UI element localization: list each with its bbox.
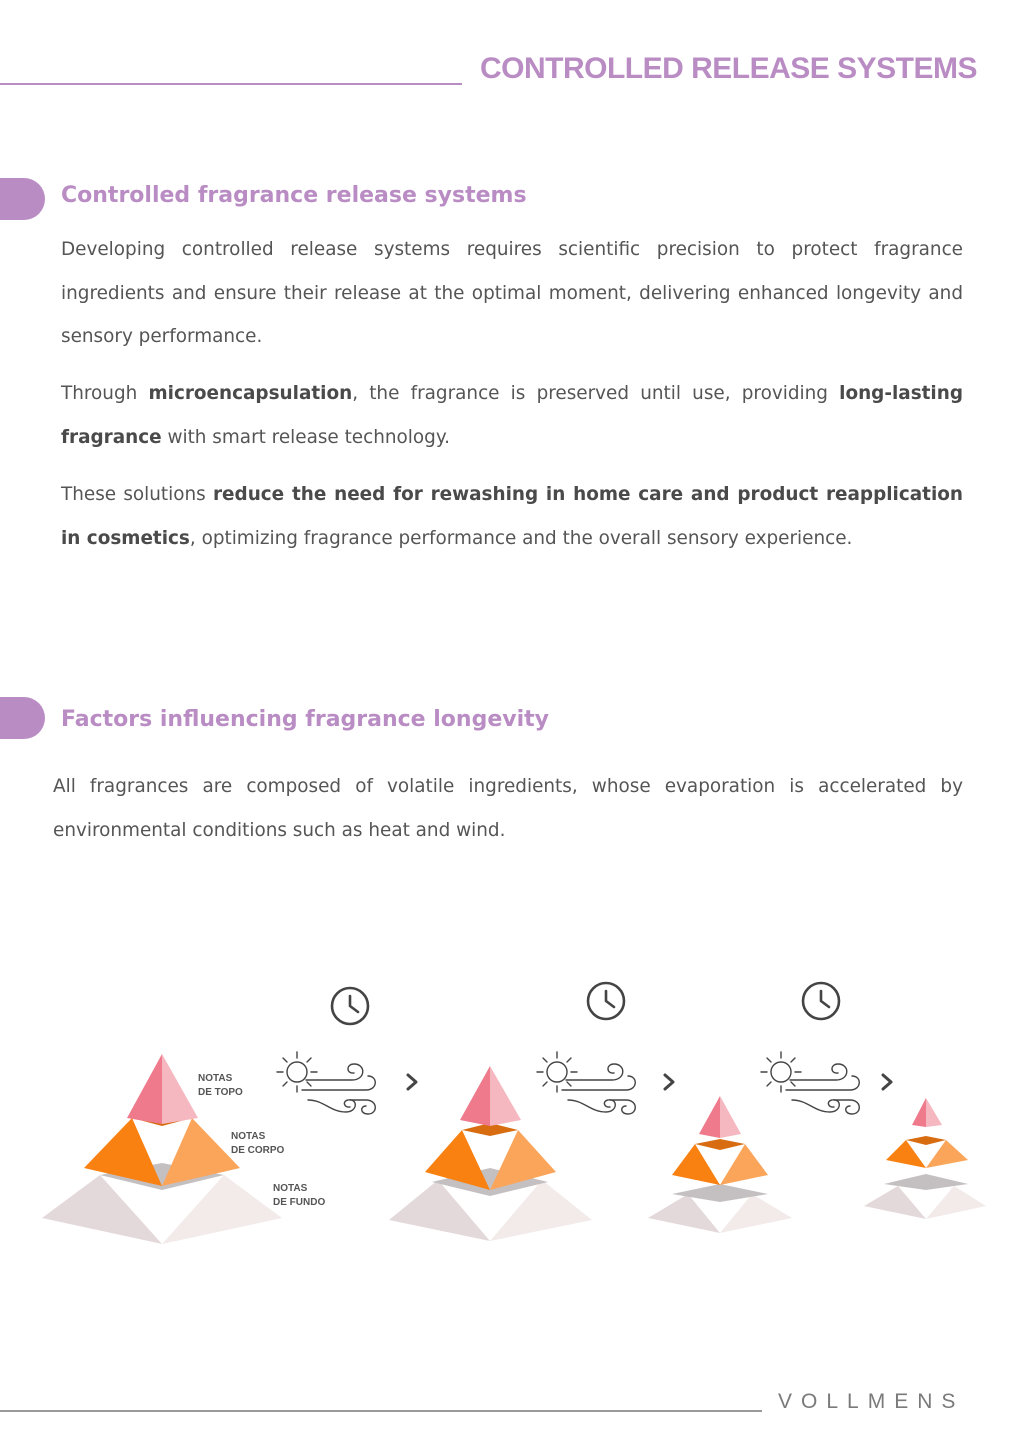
section-marker [0, 178, 45, 220]
sun-icon [277, 1052, 317, 1092]
pyramid-stage-3 [648, 1096, 792, 1233]
footer-rule [0, 1410, 762, 1412]
paragraph: All fragrances are composed of volatile ingredients, whose evaporation is accelerated by environmental conditions such as heat and wind. [53, 776, 963, 841]
section-title: Factors influencing fragrance longevity [61, 707, 549, 732]
sun-icon [537, 1052, 577, 1092]
svg-text:DE FUNDO: DE FUNDO [273, 1197, 326, 1208]
svg-text:NOTAS: NOTAS [198, 1073, 233, 1084]
header-rule [0, 83, 462, 85]
svg-text:DE TOPO: DE TOPO [198, 1087, 243, 1098]
pyramid-stage-2 [389, 1066, 592, 1241]
brand-logo: VOLLMENS [778, 1390, 965, 1413]
clock-icon [332, 988, 368, 1024]
svg-text:DE CORPO: DE CORPO [231, 1145, 285, 1156]
clock-icon [588, 983, 624, 1019]
sun-icon [761, 1052, 801, 1092]
chevron-right-icon [883, 1075, 891, 1089]
paragraph: These solutions reduce the need for rewashing in home care and product reapplication in cosmetics, optimizing fragrance performance and the overall sensory experience. [61, 484, 963, 549]
page-title: CONTROLLED RELEASE SYSTEMS [479, 52, 977, 85]
clock-icon [803, 983, 839, 1019]
paragraph: Developing controlled release systems requires scientific precision to protect fragrance ingredients and ensure their release at the optimal moment, delivering enhanced longevity and sensory performance. [61, 239, 963, 347]
paragraph: Through microencapsulation, the fragrance is preserved until use, providing long-lasting fragrance with smart release technology. [61, 383, 963, 448]
emphasis: long-lasting fragrance [61, 383, 963, 448]
chevron-right-icon [408, 1075, 416, 1089]
svg-text:NOTAS: NOTAS [231, 1131, 266, 1142]
pyramid-stage-4 [864, 1098, 986, 1219]
fragrance-evaporation-diagram [0, 960, 1024, 1260]
chevron-right-icon [665, 1075, 673, 1089]
emphasis: microencapsulation [148, 383, 353, 404]
svg-text:NOTAS: NOTAS [273, 1183, 308, 1194]
emphasis: reduce the need for rewashing in home care and product reapplication in cosmetics [61, 484, 963, 549]
section-marker [0, 697, 45, 739]
section-title: Controlled fragrance release systems [61, 183, 527, 208]
